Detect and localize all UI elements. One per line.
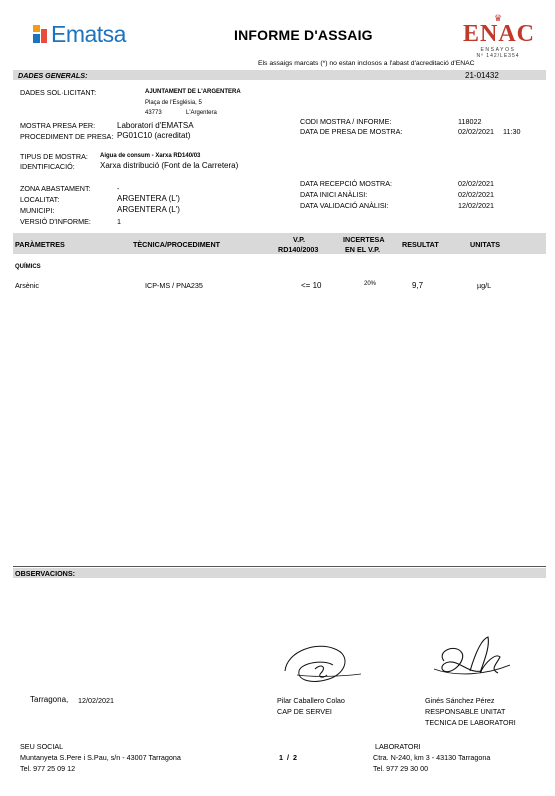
reception-value: 02/02/2021: [458, 179, 494, 188]
group-label: QUÍMICS: [15, 264, 41, 270]
solicitant-name: AJUNTAMENT DE L'ARGENTERA: [145, 89, 241, 95]
signature-place: Tarragona,: [30, 695, 69, 704]
signature-1: [277, 633, 367, 691]
page-number: 1 / 2: [279, 753, 297, 762]
signer1-name: Pilar Caballero Colao: [277, 696, 345, 705]
code-value: 118022: [458, 117, 482, 126]
sampled-by-label: MOSTRA PRESA PER:: [20, 121, 96, 130]
signer2-name: Ginés Sánchez Pérez: [425, 696, 495, 705]
solicitant-town: L'Argentera: [186, 110, 217, 116]
observations-top-rule: [13, 566, 546, 567]
zone-label: ZONA ABASTAMENT:: [20, 184, 91, 193]
hq-label: SEU SOCIAL: [20, 742, 64, 751]
procedure-label: PROCEDIMENT DE PRESA:: [20, 132, 114, 141]
col-vp-line2: RD140/2003: [278, 245, 319, 254]
enac-word: ENAC: [463, 21, 536, 47]
solicitant-address: Plaça de l'Església, 5: [145, 100, 202, 106]
enac-accreditation-note: Els assaigs marcats (*) no estan inclosos a l'abast d'acreditació d'ENAC: [258, 60, 475, 67]
row-parameter: Arsènic: [15, 281, 39, 290]
enac-number: Nº 142/LE354: [476, 53, 520, 59]
locality-label: LOCALITAT:: [20, 195, 60, 204]
signer2-role2: TECNICA DE LABORATORI: [425, 718, 516, 727]
row-technique: ICP-MS / PNA235: [145, 281, 203, 290]
sample-type-label: TIPUS DE MOSTRA:: [20, 152, 88, 161]
hq-phone: Tel. 977 25 09 12: [20, 764, 76, 773]
signature-date: 12/02/2021: [78, 696, 114, 705]
analysis-start-value: 02/02/2021: [458, 190, 494, 199]
sample-type-value: Aigua de consum - Xarxa RD140/03: [100, 153, 201, 159]
general-data-label: DADES GENERALS:: [18, 71, 88, 80]
version-value: 1: [117, 217, 121, 226]
reception-label: DATA RECEPCIÓ MOSTRA:: [300, 179, 392, 188]
col-technique: TÈCNICA/PROCEDIMENT: [133, 240, 221, 249]
row-uncertainty: 20%: [364, 281, 377, 287]
zone-value: -: [117, 184, 120, 193]
analysis-start-label: DATA INICI ANÀLISI:: [300, 190, 368, 199]
version-label: VERSIÓ D'INFORME:: [20, 217, 91, 226]
sample-time-value: 11:30: [503, 127, 521, 136]
col-parameters: PARÀMETRES: [15, 240, 65, 249]
enac-sub: ENSAYOS: [480, 47, 516, 53]
validation-label: DATA VALIDACIÓ ANÀLISI:: [300, 201, 389, 210]
hq-address: Muntanyeta S.Pere i S.Pau, s/n - 43007 Tarragona: [20, 753, 181, 762]
municipality-label: MUNICIPI:: [20, 206, 55, 215]
document-title: INFORME D'ASSAIG: [234, 27, 373, 43]
col-result: RESULTAT: [402, 240, 439, 249]
identification-value: Xarxa distribució (Font de la Carretera): [100, 161, 239, 170]
lab-address: Ctra. N-240, km 3 - 43130 Tarragona: [373, 753, 491, 762]
ematsa-logo: [33, 20, 126, 48]
ematsa-logo-icon: [33, 25, 47, 43]
solicitant-postal: 43773: [145, 110, 162, 116]
crown-icon: ♛: [493, 13, 503, 23]
row-vp: <= 10: [301, 281, 322, 290]
col-uncertainty-line2: EN EL V.P.: [345, 245, 381, 254]
solicitant-label: DADES SOL·LICITANT:: [20, 88, 97, 97]
procedure-value: PG01C10 (acreditat): [117, 131, 191, 140]
sample-date-label: DATA DE PRESA DE MOSTRA:: [300, 127, 403, 136]
col-units: UNITATS: [470, 240, 501, 249]
signature-2: [426, 631, 516, 691]
sample-date-value: 02/02/2021: [458, 127, 494, 136]
row-result: 9,7: [412, 281, 424, 290]
col-uncertainty-line1: INCERTESA: [343, 235, 385, 244]
signer2-role1: RESPONSABLE UNITAT: [425, 707, 506, 716]
col-vp-line1: V.P.: [293, 235, 305, 244]
report-id: 21-01432: [465, 71, 499, 80]
sampled-by-value: Laboratori d'EMATSA: [117, 121, 194, 130]
logo-text: Ematsa: [51, 20, 126, 47]
locality-value: ARGENTERA (L'): [117, 194, 180, 203]
enac-seal: [463, 13, 536, 60]
identification-label: IDENTIFICACIÓ:: [20, 162, 75, 171]
observations-label: OBSERVACIONS:: [15, 569, 76, 578]
lab-phone: Tel. 977 29 30 00: [373, 764, 429, 773]
row-units: µg/L: [477, 281, 492, 290]
validation-value: 12/02/2021: [458, 201, 494, 210]
municipality-value: ARGENTERA (L'): [117, 205, 180, 214]
signer1-role: CAP DE SERVEI: [277, 707, 332, 716]
lab-label: LABORATORI: [375, 742, 421, 751]
observations-band: [13, 568, 546, 578]
code-label: CODI MOSTRA / INFORME:: [300, 117, 392, 126]
